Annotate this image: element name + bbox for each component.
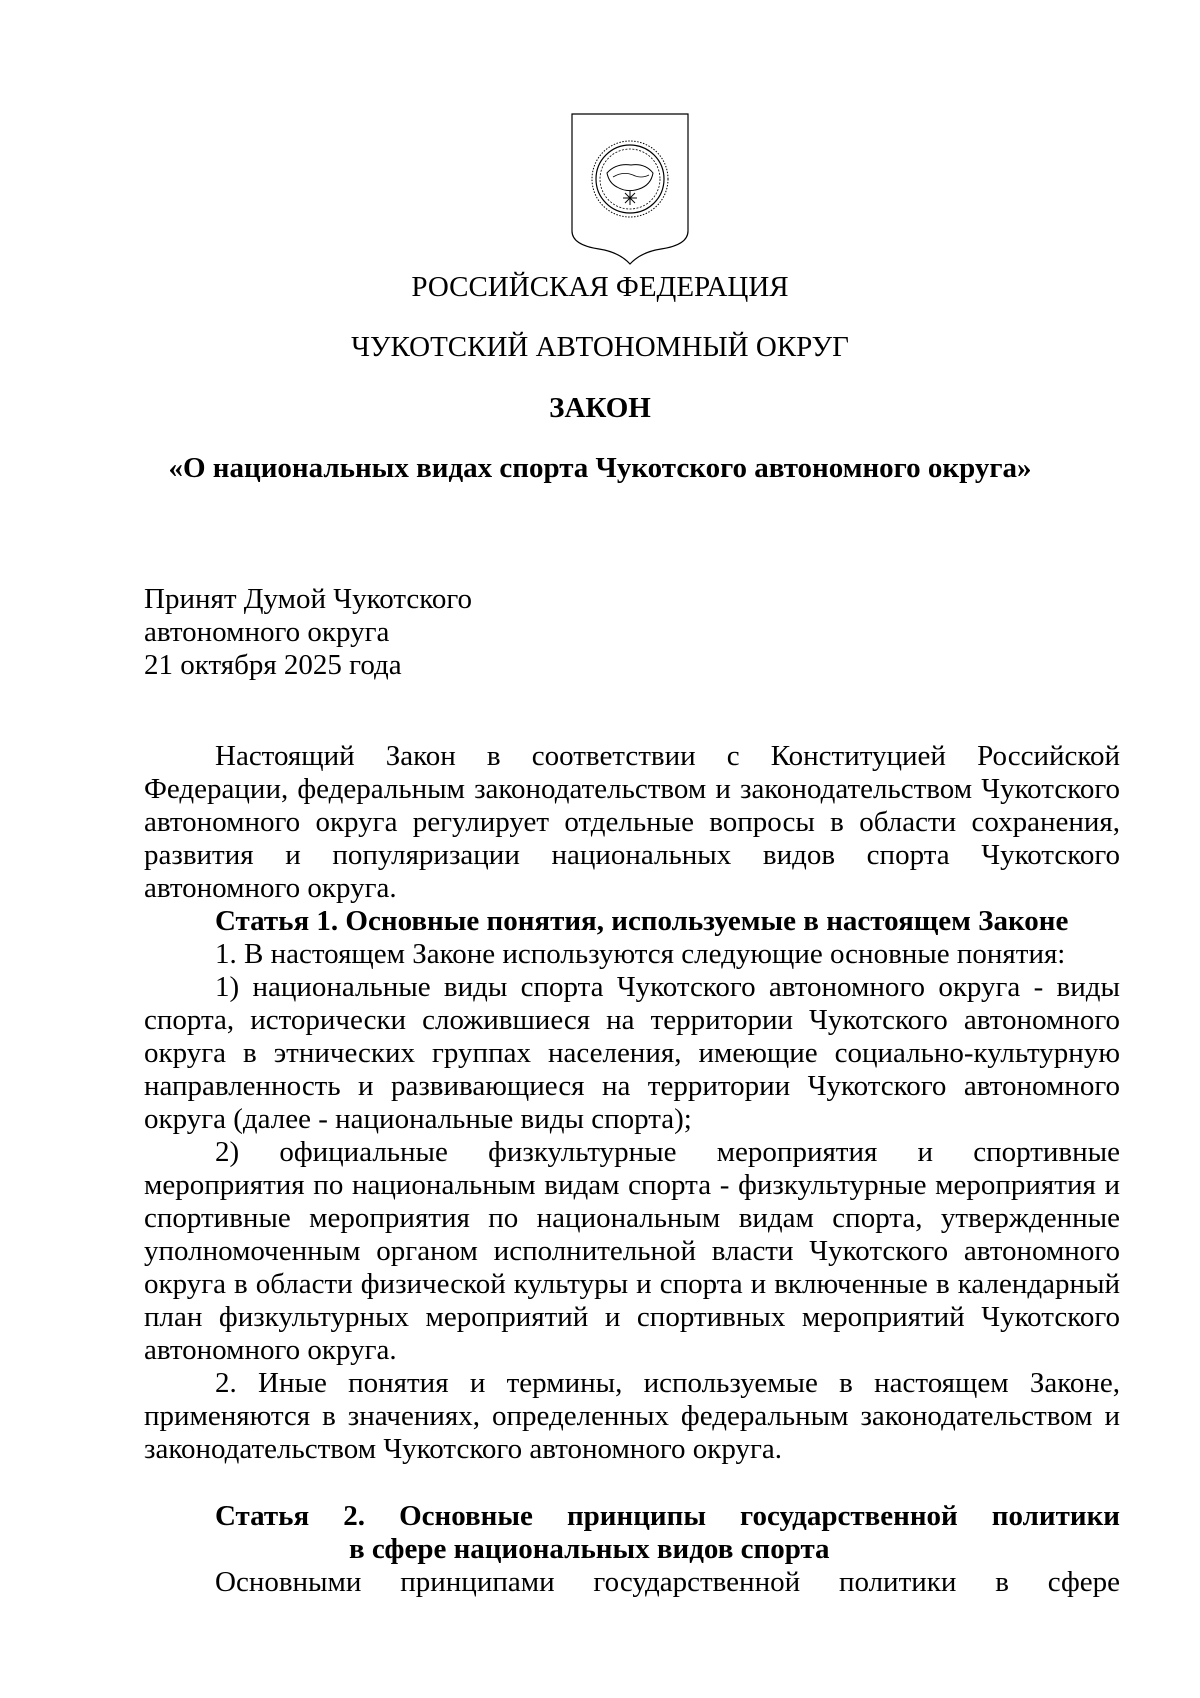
region-name: ЧУКОТСКИЙ АВТОНОМНЫЙ ОКРУГ (351, 331, 849, 363)
preamble (144, 740, 1120, 905)
article-2-heading-line-2: в сфере национальных видов спорта (349, 1533, 830, 1565)
article-1 (144, 905, 1120, 1466)
document-type: ЗАКОН (549, 392, 651, 424)
article-2-heading (144, 1500, 1120, 1566)
article-1-part-1: 1. В настоящем Законе используются следующие основные понятия: (215, 938, 1066, 970)
law-title: «О национальных видах спорта Чукотского автономного округа» (168, 452, 1032, 484)
article-2-text: Основными принципами государственной политики в сфере (215, 1566, 1120, 1598)
article-1-heading: Статья 1. Основные понятия, используемые в настоящем Законе (215, 905, 1069, 937)
adoption-line-1: Принят Думой Чукотского (144, 583, 473, 615)
article-1-part-2: 2. Иные понятия и термины, используемые в настоящем Законе, применяются в значениях, определенных федеральным законодательством и законодательством Чукотского автономного округа. (144, 1367, 1120, 1465)
country-name: РОССИЙСКАЯ ФЕДЕРАЦИЯ (411, 271, 789, 303)
preamble-text: Настоящий Закон в соответствии с Конституцией Российской Федерации, федеральным законодательством и законодательством Чукотского автономного округа регулирует отдельные вопросы в области сохранения, развития и популяризации национальных видов спорта Чукотского автономного округа. (144, 740, 1120, 904)
article-2 (144, 1500, 1120, 1599)
article-2-heading-line-1: Статья 2. Основные принципы государственной политики (215, 1500, 1120, 1532)
adoption-date: 21 октября 2025 года (144, 649, 402, 681)
coat-of-arms-emblem (571, 113, 689, 265)
article-1-item-1: 1) национальные виды спорта Чукотского автономного округа - виды спорта, исторически сложившиеся на территории Чукотского автономного округа в этнических группах населения, имеющие социально-культурную направленность и развивающиеся на территории Чукотского автономного округа (далее - национальные виды спорта); (144, 971, 1120, 1135)
adoption-line-2: автономного округа (144, 616, 390, 648)
article-1-item-2: 2) официальные физкультурные мероприятия и спортивные мероприятия по национальным видам спорта - физкультурные мероприятия и спортивные мероприятия по национальным видам спорта, утвержденные уполномоченным органом исполнительной власти Чукотского автономного округа в области физической культуры и спорта и включенные в календарный план физкультурных мероприятий и спортивных мероприятий Чукотского автономного округа. (144, 1136, 1120, 1366)
adoption-block (144, 583, 472, 682)
